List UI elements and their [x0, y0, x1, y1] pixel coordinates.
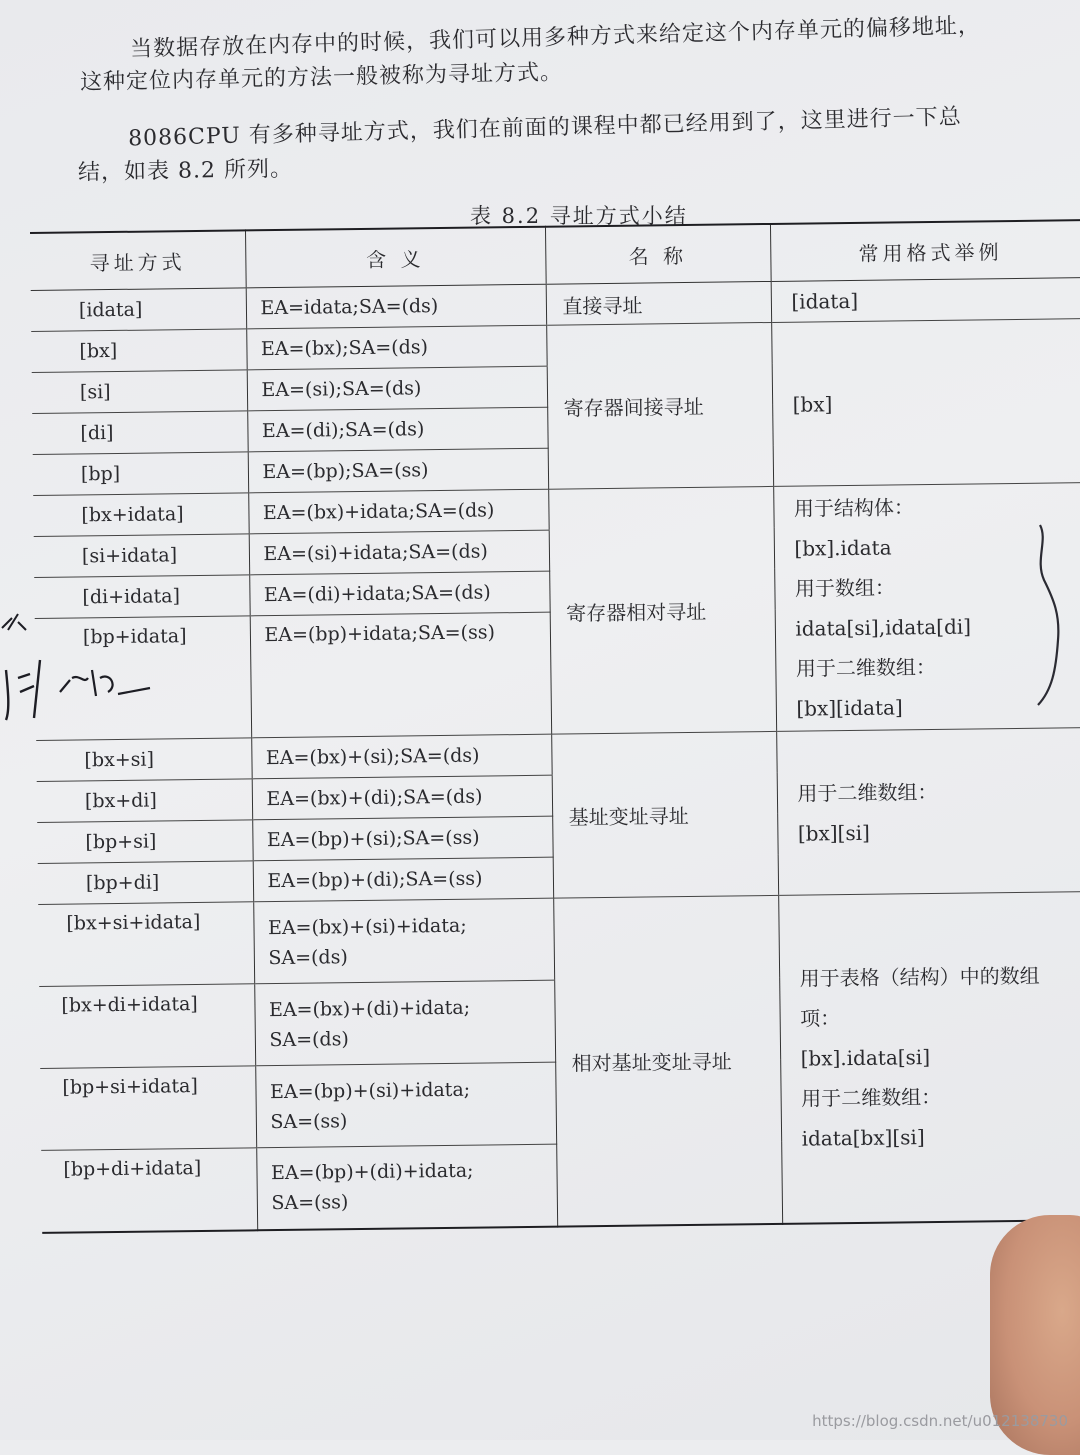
- group-name-cell: 相对基址变址寻址: [553, 895, 782, 1226]
- meaning-line: EA=(bx)+(di)+idata;: [268, 996, 471, 1021]
- meaning-line: EA=(bp)+(di)+idata;: [270, 1159, 474, 1185]
- meaning-line: EA=(bx)+(si)+idata;: [267, 914, 467, 939]
- meaning-cell: [256, 1144, 557, 1230]
- example-cell: [778, 891, 1080, 1223]
- group-name-cell: 直接寻址: [546, 281, 771, 325]
- example-line: [bx].idata[si]: [800, 1045, 931, 1071]
- meaning-line: SA=(ss): [271, 1191, 349, 1215]
- addressing-mode-table-container: [30, 219, 1080, 1232]
- example-line: 用于二维数组：: [795, 654, 937, 681]
- mode-cell: [bx+di]: [37, 779, 252, 823]
- example-line: [idata]: [791, 288, 859, 314]
- handwritten-brace-mark: [1030, 520, 1080, 710]
- group-name-cell: 基址变址寻址: [551, 731, 778, 898]
- meaning-cell: [255, 1062, 556, 1148]
- meaning-cell: EA=(si)+idata;SA=(ds): [249, 530, 549, 575]
- example-cell: [771, 278, 1080, 323]
- mode-cell: [bp+si]: [37, 820, 252, 864]
- meaning-cell: EA=(bp);SA=(ss): [248, 448, 548, 493]
- mode-cell: [si+idata]: [34, 534, 249, 578]
- meaning-cell: [254, 980, 555, 1066]
- meaning-line: EA=(bp)+(si)+idata;: [269, 1078, 471, 1103]
- meaning-line: SA=(ds): [269, 1027, 349, 1051]
- meaning-cell: EA=(bx)+(si);SA=(ds): [251, 734, 551, 779]
- mode-cell: [bp+si+idata]: [40, 1066, 256, 1151]
- mode-cell: [di+idata]: [34, 575, 249, 619]
- mode-cell: [bp+di]: [38, 861, 253, 905]
- meaning-cell: EA=(di)+idata;SA=(ds): [249, 571, 549, 616]
- watermark: https://blog.csdn.net/u012138730: [812, 1412, 1068, 1430]
- meaning-cell: EA=(bp)+(si);SA=(ss): [252, 816, 552, 861]
- example-line: [bx][idata]: [796, 695, 903, 721]
- table-caption: 表 8.2 寻址方式小结: [470, 204, 688, 228]
- meaning-line: SA=(ss): [270, 1109, 348, 1133]
- example-line: [bx].idata: [794, 535, 892, 561]
- meaning-cell: [253, 898, 554, 984]
- mode-cell: [di]: [32, 411, 247, 455]
- mode-cell: [idata]: [31, 288, 246, 332]
- mode-cell: [si]: [32, 370, 247, 414]
- header-mode: 寻址方式: [30, 230, 246, 290]
- example-line: 用于数组：: [794, 575, 896, 601]
- addressing-mode-table: [30, 219, 1080, 1233]
- paragraph-line-4: 结，如表 8.2 所列。: [77, 156, 294, 186]
- meaning-cell: EA=(bx);SA=(ds): [246, 325, 546, 370]
- mode-cell: [bx]: [31, 329, 246, 373]
- header-name: 名 称: [545, 224, 771, 284]
- mode-cell: [bp+idata]: [35, 616, 251, 741]
- example-line: 用于结构体：: [793, 495, 915, 521]
- meaning-cell: EA=(bp)+(di);SA=(ss): [253, 857, 553, 902]
- mode-cell: [bx+di+idata]: [39, 984, 255, 1069]
- mode-cell: [bp]: [33, 452, 248, 496]
- paragraph-line-3: 8086CPU 有多种寻址方式，我们在前面的课程中都已经用到了，这里进行一下总: [127, 104, 962, 152]
- group-name-cell: 寄存器相对寻址: [548, 486, 776, 734]
- paragraph-line-1: 当数据存放在内存中的时候，我们可以用多种方式来给定这个内存单元的偏移地址，: [129, 13, 982, 63]
- meaning-cell: EA=(bp)+idata;SA=(ss): [250, 612, 551, 738]
- example-line: [bx]: [792, 391, 833, 417]
- example-line: 项：: [800, 1006, 841, 1031]
- meaning-line: SA=(ds): [268, 945, 348, 969]
- example-line: idata[bx][si]: [801, 1125, 925, 1151]
- paragraph-line-2: 这种定位内存单元的方法一般被称为寻址方式。: [79, 60, 564, 96]
- example-cell: [776, 728, 1080, 896]
- meaning-cell: EA=(bx)+idata;SA=(ds): [248, 489, 548, 534]
- meaning-cell: EA=(di);SA=(ds): [247, 407, 547, 452]
- example-line: idata[si],idata[di]: [795, 614, 972, 641]
- meaning-cell: EA=idata;SA=(ds): [246, 284, 546, 329]
- example-line: [bx][si]: [797, 820, 870, 846]
- mode-cell: [bx+si+idata]: [38, 902, 254, 987]
- example-line: 用于二维数组：: [797, 779, 938, 806]
- header-example: 常用格式举例: [770, 220, 1080, 281]
- example-cell: [771, 319, 1080, 487]
- group-name-cell: 寄存器间接寻址: [546, 322, 773, 489]
- mode-cell: [bx+si]: [36, 738, 251, 782]
- handwritten-margin-scribble: [0, 600, 170, 740]
- meaning-cell: EA=(bx)+(di);SA=(ds): [252, 775, 552, 820]
- mode-cell: [bp+di+idata]: [41, 1148, 257, 1233]
- table-row: [38, 891, 1080, 986]
- header-meaning: 含 义: [245, 227, 546, 288]
- meaning-cell: EA=(si);SA=(ds): [247, 366, 547, 411]
- mode-cell: [bx+idata]: [33, 493, 248, 537]
- example-line: 用于表格（结构）中的数组: [799, 963, 1040, 991]
- example-line: 用于二维数组：: [801, 1085, 942, 1111]
